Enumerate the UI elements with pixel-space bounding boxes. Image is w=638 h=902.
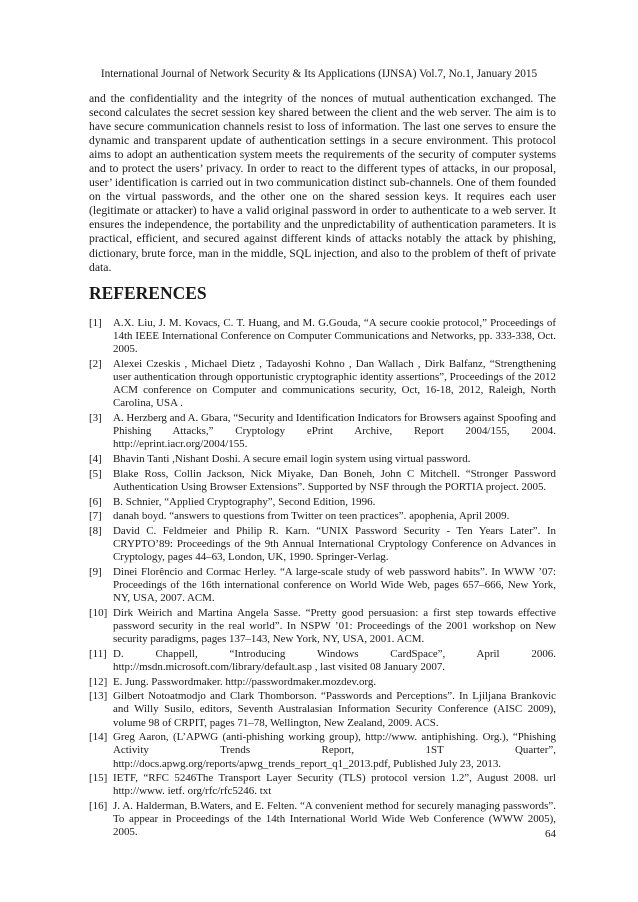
reference-text: Bhavin Tanti ,Nishant Doshi. A secure email login system using virtual password. <box>113 453 471 466</box>
reference-number: [8] <box>89 524 102 537</box>
body-paragraph: and the confidentiality and the integrity of the nonces of mutual authentication exchanged. The second calculates the secret session key shared between the client and the web server. The aim is to have secure communication channels resist to loss of information. The last one serves to ensure the dynamic and transparent update of authentication settings in a secure environment. This protocol aims to adopt an authentication system meets the requirements of the security of computer systems and to protect the users’ privacy. In order to react to the different types of attacks, in our proposal, user’ identification is carried out in two communication distinct sub-channels. One of them founded on the virtual passwords, and the other one on the shared session keys. It requires each user (legitimate or attacker) to have a valid original password in order to authenticate to a web server. It ensures the independence, the portability and the unpredictability of authentication parameters. It is practical, efficient, and secured against different kinds of attacks notably the attack by phishing, dictionary, brute force, man in the middle, SQL injection, and also to the problem of theft of private data. <box>89 92 556 274</box>
reference-text: IETF, “RFC 5246The Transport Layer Security (TLS) protocol version 1.2”, August 2008. url http://www. ietf. org/rfc/rfc5246. txt <box>113 772 556 798</box>
reference-item <box>89 676 556 689</box>
reference-number: [13] <box>89 690 108 703</box>
reference-number: [6] <box>89 495 102 508</box>
reference-item <box>89 358 556 411</box>
references-list <box>89 317 556 839</box>
reference-number: [7] <box>89 510 102 523</box>
reference-text: Gilbert Notoatmodjo and Clark Thomborson. “Passwords and Perceptions”. In Ljiljana Brankovic and Willy Susilo, editors, Seventh Australasian Information Security Conference (AISC 2009), volume 98 of CRPIT, pages 71–78, Wellington, New Zealand, 2009. ACS. <box>113 690 556 729</box>
reference-text: J. A. Halderman, B.Waters, and E. Felten. “A convenient method for securely managing passwords”. To appear in Proceedings of the 14th International World Wide Web Conference (WWW 2005), 2005. <box>113 799 556 839</box>
reference-item <box>89 800 556 839</box>
reference-text: Greg Aaron, (L’APWG (anti-phishing working group), http://www. antiphishing. Org.), “Phishing Activity Trends Report, 1ST Quarter”, http://docs.apwg.org/reports/apwg_trends_report_q1_2013.pdf, Published July 23, 2013. <box>113 731 556 770</box>
reference-item <box>89 510 556 523</box>
reference-item <box>89 496 556 509</box>
references-heading: REFERENCES <box>89 283 207 303</box>
reference-item <box>89 412 556 451</box>
journal-header: International Journal of Network Security & Its Applications (IJNSA) Vol.7, No.1, January 2015 <box>100 68 538 80</box>
reference-text: Alexei Czeskis , Michael Dietz , Tadayoshi Kohno , Dan Wallach , Dirk Balfanz, “Strengthening user authentication through opportunistic cryptographic identity assertions”, Proceedings of the 2012 ACM conference on Computer and communications security, Oct, 16-18, 2012, Raleigh, North Carolina, USA . <box>113 357 556 410</box>
reference-text: A.X. Liu, J. M. Kovacs, C. T. Huang, and M. G.Gouda, “A secure cookie protocol,” Proceedings of 14th IEEE International Conference on Computer Communications and Networks, pp. 333-338, Oct. 2005. <box>113 317 556 356</box>
body-paragraph-block <box>89 92 556 275</box>
reference-number: [4] <box>89 453 102 466</box>
reference-text: B. Schnier, “Applied Cryptography”, Second Edition, 1996. <box>113 495 376 508</box>
reference-text: Blake Ross, Collin Jackson, Nick Miyake, Dan Boneh, John C Mitchell. “Stronger Password Authentication Using Browser Extensions”. Supported by NSF through the PORTIA project. 2005. <box>113 467 556 493</box>
reference-text: David C. Feldmeier and Philip R. Karn. “UNIX Password Security - Ten Years Later”. In CRYPTO’89: Proceedings of the 9th Annual International Cryptology Conference on Advances in Cryptology, pages 44–63, London, UK, 1990. Springer-Verlag. <box>113 524 556 564</box>
reference-item <box>89 566 556 605</box>
reference-number: [1] <box>89 317 102 329</box>
reference-item <box>89 731 556 770</box>
reference-text: Dinei Florêncio and Cormac Herley. “A large-scale study of web password habits”. In WWW ’07: Proceedings of the 16th international conference on World Wide Web, pages 657–666, New York, NY, USA, 2007. ACM. <box>113 565 556 605</box>
reference-number: [9] <box>89 565 102 578</box>
reference-number: [12] <box>89 675 108 688</box>
reference-text: A. Herzberg and A. Gbara, “Security and Identification Indicators for Browsers against Spoofing and Phishing Attacks,” Cryptology ePrint Archive, Report 2004/155, 2004. http://eprint.iacr.org/2004/155. <box>113 412 556 451</box>
reference-number: [14] <box>89 731 108 744</box>
reference-item <box>89 317 556 356</box>
reference-item <box>89 453 556 466</box>
reference-text: E. Jung. Passwordmaker. http://passwordmaker.mozdev.org. <box>113 675 377 688</box>
reference-item <box>89 468 556 494</box>
reference-item <box>89 525 556 564</box>
reference-number: [11] <box>89 647 107 660</box>
reference-number: [3] <box>89 412 102 425</box>
page-number: 64 <box>545 828 556 840</box>
reference-number: [16] <box>89 799 108 812</box>
reference-item <box>89 648 556 674</box>
reference-item <box>89 772 556 798</box>
reference-number: [10] <box>89 606 108 619</box>
reference-number: [15] <box>89 772 108 785</box>
reference-number: [2] <box>89 357 102 370</box>
reference-text: D. Chappell, “Introducing Windows CardSpace”, April 2006. http://msdn.microsoft.com/library/default.asp , last visited 08 January 2007. <box>113 647 556 673</box>
reference-text: Dirk Weirich and Martina Angela Sasse. “Pretty good persuasion: a first step towards effective password security in the real world”. In NSPW ’01: Proceedings of the 2001 workshop on New security paradigms, pages 137–143, New York, NY, USA, 2001. ACM. <box>113 606 556 646</box>
reference-item <box>89 690 556 729</box>
reference-item <box>89 607 556 646</box>
reference-text: danah boyd. “answers to questions from Twitter on teen practices”. apophenia, April 2009. <box>113 510 510 523</box>
reference-number: [5] <box>89 467 102 480</box>
